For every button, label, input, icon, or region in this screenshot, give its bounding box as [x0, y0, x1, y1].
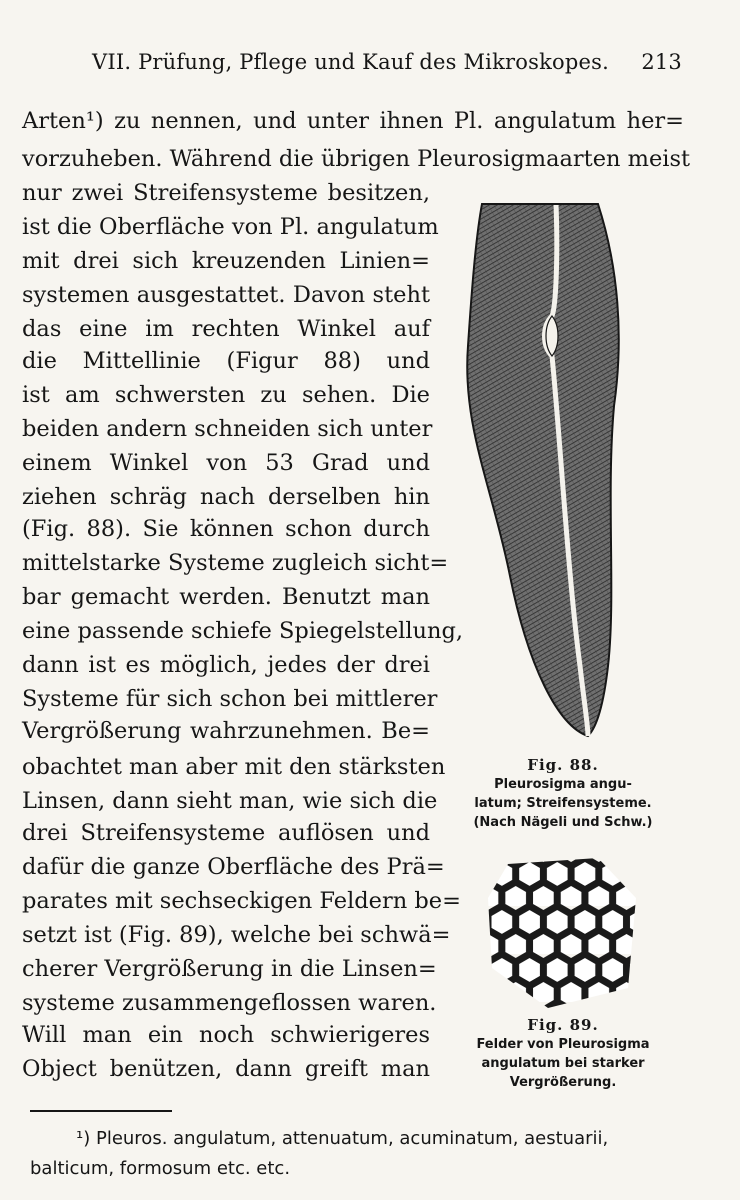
caption-line: latum; Streifensysteme.: [474, 796, 652, 811]
caption-line: Felder von Pleurosigma: [476, 1037, 650, 1052]
body-line: mit drei sich kreuzenden Linien=: [22, 248, 430, 274]
body-line: Linsen, dann sieht man, wie sich die: [22, 788, 438, 814]
body-line: obachtet man aber mit den stärksten: [22, 754, 446, 780]
body-line: setzt ist (Fig. 89), welche bei schwä=: [22, 922, 451, 948]
body-line: (Fig. 88). Sie können schon durch: [22, 516, 430, 542]
caption-line: Vergrößerung.: [509, 1075, 617, 1090]
figure-89-label: Fig. 89.: [527, 1016, 599, 1034]
body-line: ist die Oberfläche von Pl. angulatum: [22, 214, 439, 240]
figure-88-caption: [444, 756, 682, 832]
footnote-divider: [30, 1110, 172, 1112]
body-line: drei Streifensysteme auflösen und: [22, 820, 430, 846]
running-head-title: VII. Prüfung, Pflege und Kauf des Mikroskopes.: [92, 50, 609, 74]
body-line: Arten¹) zu nennen, und unter ihnen Pl. angulatum her=: [22, 108, 684, 134]
footnote-line: ¹) Pleuros. angulatum, attenuatum, acuminatum, aestuarii,: [76, 1128, 609, 1149]
body-line: ist am schwersten zu sehen. Die: [22, 382, 430, 408]
body-line: dafür die ganze Oberfläche des Prä=: [22, 854, 445, 880]
body-line: einem Winkel von 53 Grad und: [22, 450, 430, 476]
body-line: ziehen schräg nach derselben hin: [22, 484, 430, 510]
body-line: Will man ein noch schwierigeres: [22, 1022, 430, 1048]
body-line: Object benützen, dann greift man: [22, 1056, 430, 1082]
figure-88-label: Fig. 88.: [527, 756, 599, 774]
caption-line: (Nach Nägeli und Schw.): [473, 815, 653, 830]
body-line: parates mit sechseckigen Feldern be=: [22, 888, 461, 914]
figure-89-caption: [448, 1016, 678, 1092]
footnote-line: balticum, formosum etc. etc.: [30, 1158, 291, 1179]
body-line: eine passende schiefe Spiegelstellung,: [22, 618, 464, 644]
body-line: dann ist es möglich, jedes der drei: [22, 652, 430, 678]
body-line: das eine im rechten Winkel auf: [22, 316, 430, 342]
body-line: mittelstarke Systeme zugleich sicht=: [22, 550, 449, 576]
diatom-valve-illustration: [448, 196, 632, 744]
page-number: 213: [641, 50, 682, 74]
body-line: die Mittellinie (Figur 88) und: [22, 348, 430, 374]
body-line: systemen ausgestattet. Davon steht: [22, 282, 430, 308]
body-line: vorzuheben. Während die übrigen Pleurosigmaarten meist: [22, 146, 691, 172]
body-line: bar gemacht werden. Benutzt man: [22, 584, 430, 610]
running-header: [92, 50, 682, 80]
body-line: nur zwei Streifensysteme besitzen,: [22, 180, 430, 206]
body-line: beiden andern schneiden sich unter: [22, 416, 433, 442]
body-line: Systeme für sich schon bei mittlerer: [22, 686, 438, 712]
caption-line: Pleurosigma angu-: [494, 777, 632, 792]
body-line: Vergrößerung wahrzunehmen. Be=: [22, 718, 430, 744]
caption-line: angulatum bei starker: [481, 1056, 645, 1071]
body-line: cherer Vergrößerung in die Linsen=: [22, 956, 437, 982]
hexagon-fields-illustration: [488, 858, 636, 1008]
body-line: systeme zusammengeflossen waren.: [22, 990, 437, 1016]
